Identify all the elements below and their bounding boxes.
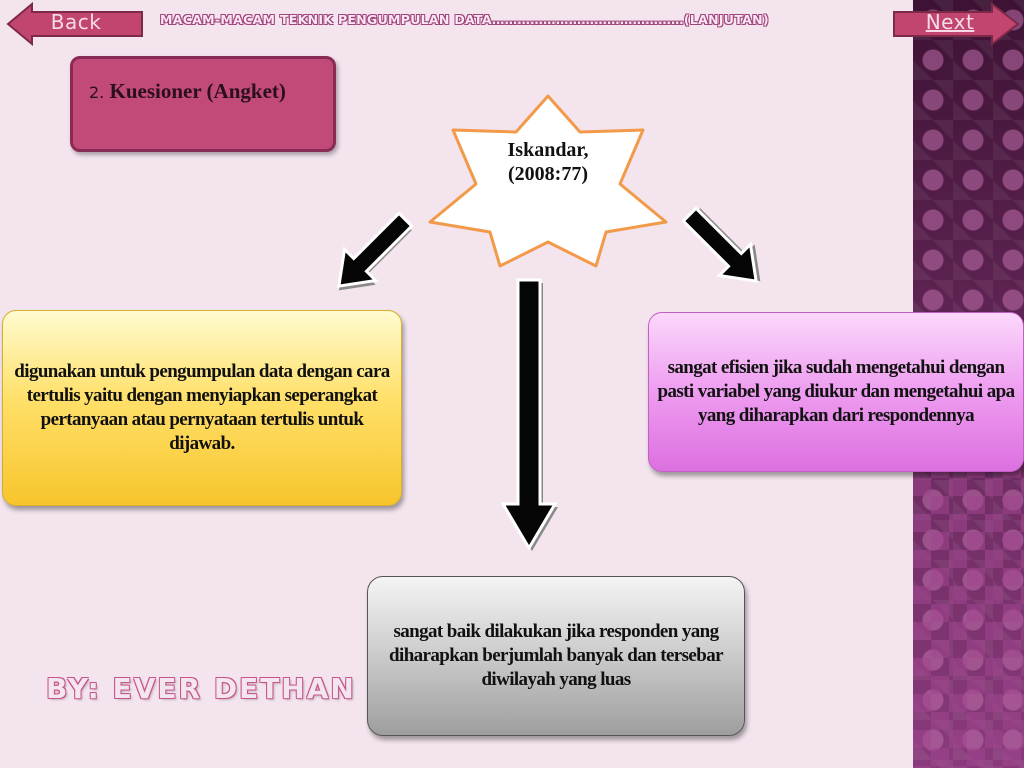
citation-text bbox=[478, 138, 618, 186]
diamond-pattern bbox=[913, 460, 1024, 768]
back-button-label: Back bbox=[50, 10, 102, 34]
next-button-label: Next bbox=[925, 10, 975, 34]
author-credit: BY: EVER DETHAN bbox=[46, 672, 356, 705]
arrow-to-right-box bbox=[675, 200, 775, 300]
citation-author: Iskandar, bbox=[507, 139, 589, 161]
definition-box: digunakan untuk pengumpulan data dengan cara tertulis yaitu dengan menyiapkan seperangkat pertanyaan atau pernyataan tertulis untuk dijawab. bbox=[2, 310, 402, 506]
next-button[interactable] bbox=[880, 2, 1020, 46]
efficiency-box: sangat efisien jika sudah mengetahui dengan pasti variabel yang diukur dan mengetahui apa yang diharapkan dari respondennya bbox=[648, 312, 1024, 472]
arrow-to-bottom-box bbox=[495, 276, 565, 556]
section-label: Kuesioner (Angket) bbox=[109, 79, 286, 103]
suitability-box: sangat baik dilakukan jika responden yang diharapkan berjumlah banyak dan tersebar diwilayah yang luas bbox=[367, 576, 745, 736]
citation-year: (2008:77) bbox=[508, 163, 588, 185]
section-number: 2. bbox=[89, 83, 105, 102]
section-heading bbox=[89, 79, 286, 104]
slide-title: MACAM-MACAM TEKNIK PENGUMPULAN DATA………………………………………(LANJUTAN) bbox=[160, 12, 769, 27]
back-button[interactable] bbox=[6, 2, 146, 46]
section-heading-box bbox=[70, 56, 336, 152]
arrow-to-left-box bbox=[320, 205, 420, 305]
